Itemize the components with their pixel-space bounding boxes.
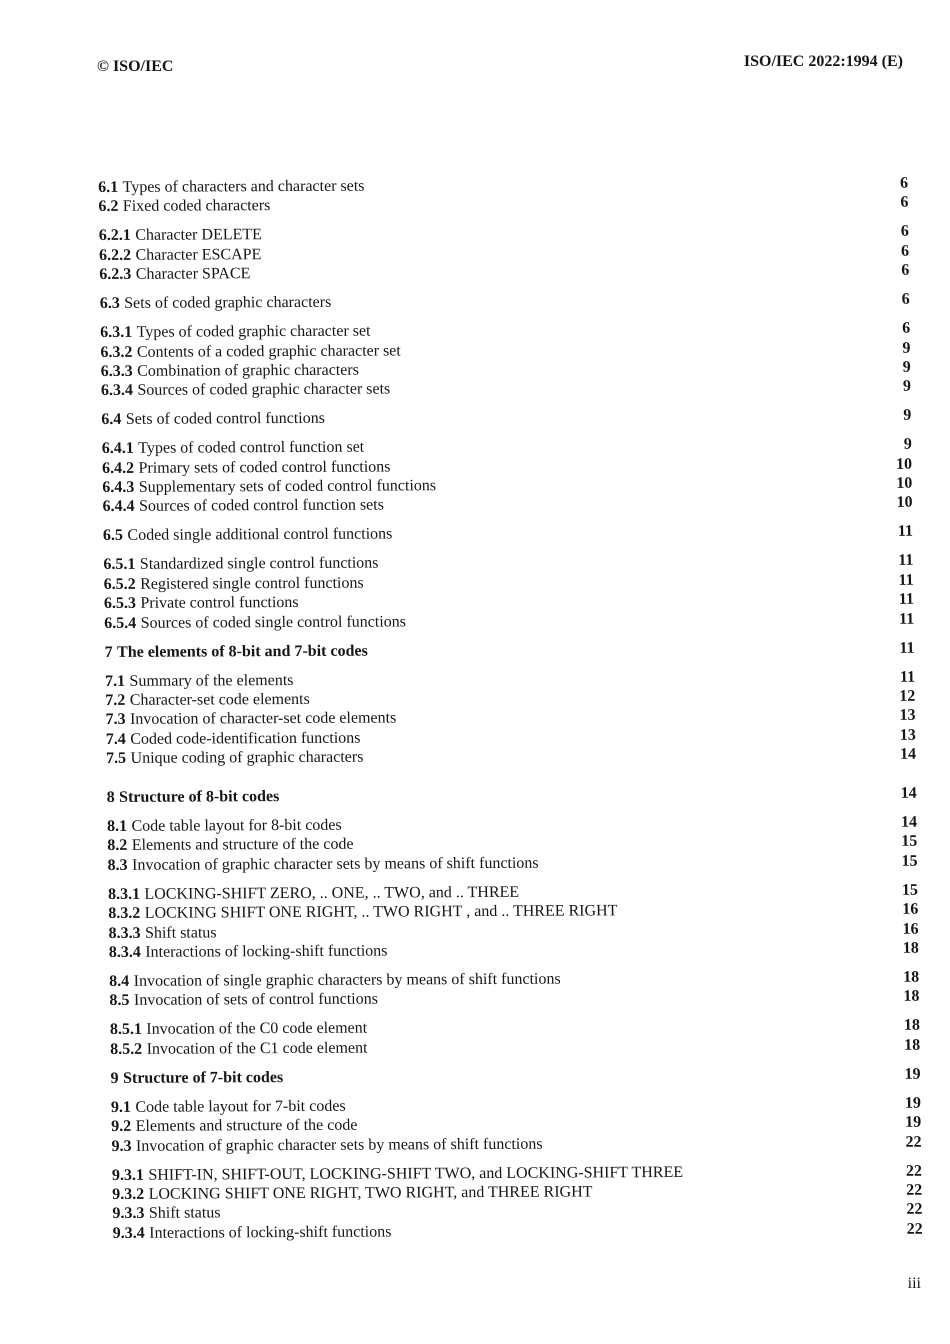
toc-group xyxy=(110,1064,920,1088)
entry-title: Character ESCAPE xyxy=(135,245,262,264)
entry-page-number: 22 xyxy=(906,1220,923,1238)
entry-title: Sources of coded single control functions xyxy=(140,612,407,632)
entry-number: 6.3.1 xyxy=(100,323,133,342)
entry-number: 7 xyxy=(104,643,113,661)
entry-page-number: 11 xyxy=(898,552,914,570)
entry-page-number: 11 xyxy=(897,523,914,541)
toc-group xyxy=(105,667,916,768)
entry-number: 6.1 xyxy=(98,178,119,196)
entry-number: 7.1 xyxy=(104,672,126,690)
entry-number: 6.5.1 xyxy=(103,556,136,574)
entry-page-number: 11 xyxy=(899,639,915,657)
entry-page-number: 11 xyxy=(898,610,915,628)
entry-title: LOCKING SHIFT ONE RIGHT, TWO RIGHT, and THREE RIGHT xyxy=(148,1183,593,1203)
entry-title: Character SPACE xyxy=(135,265,251,283)
entry-title: Types of coded control function set xyxy=(138,438,365,458)
entry-title: Interactions of locking-shift functions xyxy=(149,1223,392,1242)
entry-number: 6.5.4 xyxy=(104,614,137,632)
entry-number: 9 xyxy=(110,1069,119,1087)
entry-number: 7.3 xyxy=(105,711,126,729)
entry-page-number: 18 xyxy=(903,1017,921,1035)
toc-group xyxy=(107,784,917,808)
entry-heading xyxy=(99,226,262,246)
toc-group xyxy=(104,638,914,662)
entry-page-number: 9 xyxy=(902,378,912,396)
entry-number: 9.3 xyxy=(111,1137,132,1155)
entry-page-number: 9 xyxy=(902,339,911,357)
toc-entry xyxy=(113,1219,923,1243)
entry-page-number: 6 xyxy=(900,194,909,212)
copyright-header: © ISO/IEC xyxy=(97,58,174,75)
entry-heading xyxy=(111,1134,542,1156)
entry-title: Unique coding of graphic characters xyxy=(130,748,364,767)
entry-heading xyxy=(112,1162,683,1184)
entry-page-number: 6 xyxy=(900,242,910,260)
toc-group xyxy=(103,551,914,633)
toc-group xyxy=(98,174,909,217)
entry-number: 8.3.1 xyxy=(107,885,141,903)
entry-heading xyxy=(107,816,342,837)
entry-title: Invocation of single graphic characters by means of shift functions xyxy=(133,970,561,990)
entry-title: Sets of coded control functions xyxy=(125,410,326,429)
entry-number: 7.2 xyxy=(105,691,126,709)
entry-title: Invocation of the C0 code element xyxy=(146,1019,368,1039)
entry-heading xyxy=(104,612,406,633)
toc-entry xyxy=(98,193,908,217)
table-of-contents xyxy=(98,174,923,1243)
entry-heading xyxy=(101,409,325,430)
entry-page-number: 16 xyxy=(902,900,919,919)
entry-number: 9.1 xyxy=(110,1098,132,1116)
entry-number: 9.2 xyxy=(111,1117,132,1136)
entry-heading xyxy=(109,942,388,963)
entry-number: 8 xyxy=(106,789,115,807)
entry-heading xyxy=(110,1038,368,1059)
entry-page-number: 13 xyxy=(899,707,916,725)
entry-title: Code table layout for 8-bit codes xyxy=(131,816,342,835)
entry-number: 6.5 xyxy=(102,527,124,545)
page-number-footer: iii xyxy=(907,1275,921,1292)
entry-title: LOCKING-SHIFT ZERO, .. ONE, .. TWO, and .. THREE xyxy=(144,883,520,903)
entry-heading xyxy=(104,641,367,662)
toc-entry xyxy=(109,939,919,963)
entry-title: Invocation of character-set code elements xyxy=(129,709,397,729)
entry-heading xyxy=(110,1068,283,1088)
entry-page-number: 18 xyxy=(904,1036,921,1054)
entry-page-number: 11 xyxy=(898,571,914,589)
toc-entry xyxy=(109,987,919,1011)
entry-number: 6.3 xyxy=(99,295,120,313)
entry-heading xyxy=(102,496,384,517)
toc-entry xyxy=(106,745,916,769)
entry-title: Sources of coded graphic character sets xyxy=(137,380,391,400)
entry-title: Shift status xyxy=(144,924,217,942)
entry-number: 8.3.2 xyxy=(108,905,141,923)
entry-title: Types of coded graphic character set xyxy=(136,322,371,341)
entry-page-number: 9 xyxy=(902,358,911,376)
entry-page-number: 14 xyxy=(900,784,917,802)
entry-heading xyxy=(100,293,332,314)
toc-entry xyxy=(111,1132,921,1156)
toc-entry xyxy=(107,852,917,876)
entry-page-number: 22 xyxy=(905,1133,922,1151)
entry-heading xyxy=(111,1096,346,1117)
entry-number: 6.4.3 xyxy=(102,478,135,497)
entry-page-number: 6 xyxy=(901,261,910,279)
entry-number: 8.1 xyxy=(106,817,128,836)
toc-chapter-entry xyxy=(110,1064,920,1088)
entry-page-number: 22 xyxy=(906,1181,923,1199)
entry-number: 9.3.4 xyxy=(112,1224,145,1242)
entry-title: Combination of graphic characters xyxy=(137,361,359,380)
entry-number: 9.3.1 xyxy=(111,1166,145,1184)
entry-number: 6.5.2 xyxy=(103,575,136,593)
entry-page-number: 15 xyxy=(901,881,919,899)
entry-page-number: 15 xyxy=(901,852,918,870)
toc-group xyxy=(102,435,913,517)
entry-heading xyxy=(98,196,270,216)
entry-heading xyxy=(109,990,378,1011)
entry-heading xyxy=(99,264,250,284)
toc-entry xyxy=(99,261,909,285)
entry-page-number: 14 xyxy=(899,745,917,763)
entry-page-number: 11 xyxy=(898,590,915,608)
entry-heading xyxy=(103,554,378,575)
entry-title: Primary sets of coded control functions xyxy=(138,458,391,477)
entry-page-number: 16 xyxy=(902,920,919,938)
entry-page-number: 15 xyxy=(901,833,918,851)
toc-group xyxy=(112,1161,923,1243)
entry-title: Structure of 8-bit codes xyxy=(119,788,280,806)
entry-page-number: 18 xyxy=(903,988,920,1006)
entry-heading xyxy=(106,748,364,769)
entry-page-number: 14 xyxy=(900,813,918,831)
entry-title: Structure of 7-bit codes xyxy=(122,1068,284,1087)
toc-entry xyxy=(104,609,914,633)
standard-id-header: ISO/IEC 2022:1994 (E) xyxy=(743,53,903,70)
entry-title: Invocation of graphic character sets by means of shift functions xyxy=(135,1135,543,1155)
toc-entry xyxy=(101,377,911,401)
entry-page-number: 6 xyxy=(902,319,911,337)
entry-title: Interactions of locking-shift functions xyxy=(145,942,388,961)
entry-title: Character DELETE xyxy=(135,226,263,245)
entry-heading xyxy=(100,322,371,343)
entry-page-number: 19 xyxy=(904,1065,921,1083)
entry-title: Shift status xyxy=(148,1204,221,1223)
entry-number: 6.3.3 xyxy=(100,362,133,380)
entry-number: 8.2 xyxy=(107,837,128,855)
entry-heading xyxy=(102,438,365,459)
entry-number: 6.5.3 xyxy=(103,594,137,613)
entry-page-number: 12 xyxy=(899,687,916,705)
entry-title: Registered single control functions xyxy=(140,574,364,593)
entry-number: 6.3.2 xyxy=(100,343,133,361)
entry-number: 6.2.3 xyxy=(99,265,132,284)
entry-heading xyxy=(108,902,617,924)
entry-page-number: 18 xyxy=(903,968,920,986)
entry-heading xyxy=(104,593,299,613)
entry-heading xyxy=(111,1116,357,1137)
entry-page-number: 11 xyxy=(899,668,916,686)
entry-heading xyxy=(105,671,294,691)
entry-page-number: 6 xyxy=(900,223,909,241)
entry-title: LOCKING SHIFT ONE RIGHT, .. TWO RIGHT , and .. THREE RIGHT xyxy=(144,902,618,922)
entry-title: Sources of coded control function sets xyxy=(138,496,385,516)
entry-number: 8.5 xyxy=(109,992,130,1010)
entry-heading xyxy=(101,380,391,401)
entry-number: 8.3.3 xyxy=(108,924,141,942)
entry-heading xyxy=(107,854,538,876)
entry-number: 6.3.4 xyxy=(100,382,134,400)
entry-title: Fixed coded characters xyxy=(122,197,271,216)
entry-page-number: 6 xyxy=(901,290,910,308)
entry-heading xyxy=(99,245,261,265)
entry-title: Elements and structure of the code xyxy=(131,836,354,855)
toc-group xyxy=(101,406,911,430)
entry-number: 6.2 xyxy=(98,198,119,216)
entry-heading xyxy=(110,1019,368,1040)
entry-page-number: 22 xyxy=(905,1162,923,1180)
entry-title: Standardized single control functions xyxy=(139,554,379,574)
entry-page-number: 13 xyxy=(899,726,916,744)
toc-group xyxy=(107,813,918,875)
entry-page-number: 19 xyxy=(904,1094,922,1112)
entry-title: The elements of 8-bit and 7-bit codes xyxy=(116,642,368,661)
entry-heading xyxy=(113,1222,392,1243)
toc-group xyxy=(100,319,911,401)
entry-title: SHIFT-IN, SHIFT-OUT, LOCKING-SHIFT TWO, and LOCKING-SHIFT THREE xyxy=(148,1163,684,1184)
entry-title: Sets of coded graphic characters xyxy=(124,293,332,313)
entry-heading xyxy=(104,573,364,594)
entry-heading xyxy=(102,457,391,478)
entry-page-number: 19 xyxy=(905,1113,922,1131)
toc-entry xyxy=(103,522,913,546)
toc-chapter-entry xyxy=(104,638,914,662)
toc-group xyxy=(99,222,910,284)
entry-page-number: 9 xyxy=(903,436,912,454)
entry-title: Supplementary sets of coded control functions xyxy=(138,477,437,496)
toc-group xyxy=(109,968,920,1011)
toc-entry xyxy=(100,290,910,314)
entry-heading xyxy=(106,728,361,749)
entry-heading xyxy=(103,525,393,546)
entry-page-number: 9 xyxy=(903,407,912,425)
entry-page-number: 10 xyxy=(896,494,913,512)
entry-number: 9.3.3 xyxy=(112,1205,145,1223)
entry-number: 6.4.4 xyxy=(102,498,135,516)
entry-heading xyxy=(108,883,519,905)
entry-title: Code table layout for 7-bit codes xyxy=(135,1097,346,1116)
entry-heading xyxy=(107,787,280,807)
entry-number: 6.2.1 xyxy=(98,227,131,245)
entry-title: Contents of a coded graphic character set xyxy=(136,341,401,361)
entry-title: Invocation of the C1 code element xyxy=(146,1039,368,1058)
entry-heading xyxy=(107,835,353,856)
entry-number: 8.3 xyxy=(107,856,128,874)
entry-page-number: 22 xyxy=(906,1200,923,1219)
entry-page-number: 10 xyxy=(896,474,913,492)
entry-title: Elements and structure of the code xyxy=(135,1116,358,1135)
entry-title: Invocation of graphic character sets by means of shift functions xyxy=(131,854,539,874)
entry-title: Coded single additional control functions xyxy=(127,525,393,545)
entry-title: Summary of the elements xyxy=(129,671,294,690)
entry-title: Private control functions xyxy=(140,594,299,612)
entry-page-number: 18 xyxy=(902,939,919,957)
entry-heading xyxy=(105,709,396,730)
entry-number: 9.3.2 xyxy=(112,1185,145,1203)
entry-number: 8.4 xyxy=(109,972,130,990)
entry-heading xyxy=(102,476,436,497)
entry-number: 7.5 xyxy=(105,749,127,768)
entry-title: Coded code-identification functions xyxy=(130,729,361,748)
entry-heading xyxy=(109,970,561,992)
toc-group xyxy=(103,522,913,546)
entry-number: 6.4 xyxy=(101,411,122,429)
entry-page-number: 10 xyxy=(895,455,913,473)
entry-heading xyxy=(101,361,359,382)
entry-heading xyxy=(105,690,310,710)
toc-entry xyxy=(102,493,912,517)
toc-entry xyxy=(110,1035,920,1059)
entry-title: Character-set code elements xyxy=(129,690,310,709)
entry-number: 8.3.4 xyxy=(108,943,141,961)
entry-heading xyxy=(112,1182,593,1204)
toc-entry xyxy=(101,406,911,430)
toc-group xyxy=(110,1016,921,1059)
toc-chapter-entry xyxy=(107,784,917,808)
entry-number: 8.5.1 xyxy=(109,1021,143,1039)
toc-group xyxy=(108,881,919,963)
entry-page-number: 6 xyxy=(900,174,909,192)
entry-number: 6.4.1 xyxy=(101,440,134,458)
entry-heading xyxy=(100,341,401,362)
entry-heading xyxy=(98,177,365,198)
toc-group xyxy=(100,290,910,314)
entry-heading xyxy=(108,923,216,943)
entry-number: 8.5.2 xyxy=(110,1040,143,1058)
entry-number: 6.4.2 xyxy=(101,459,135,477)
entry-heading xyxy=(112,1204,220,1224)
entry-title: Invocation of sets of control functions xyxy=(133,990,379,1010)
entry-number: 7.4 xyxy=(105,730,126,748)
entry-number: 6.2.2 xyxy=(98,246,132,264)
entry-title: Types of characters and character sets xyxy=(122,177,365,196)
toc-group xyxy=(111,1093,922,1155)
